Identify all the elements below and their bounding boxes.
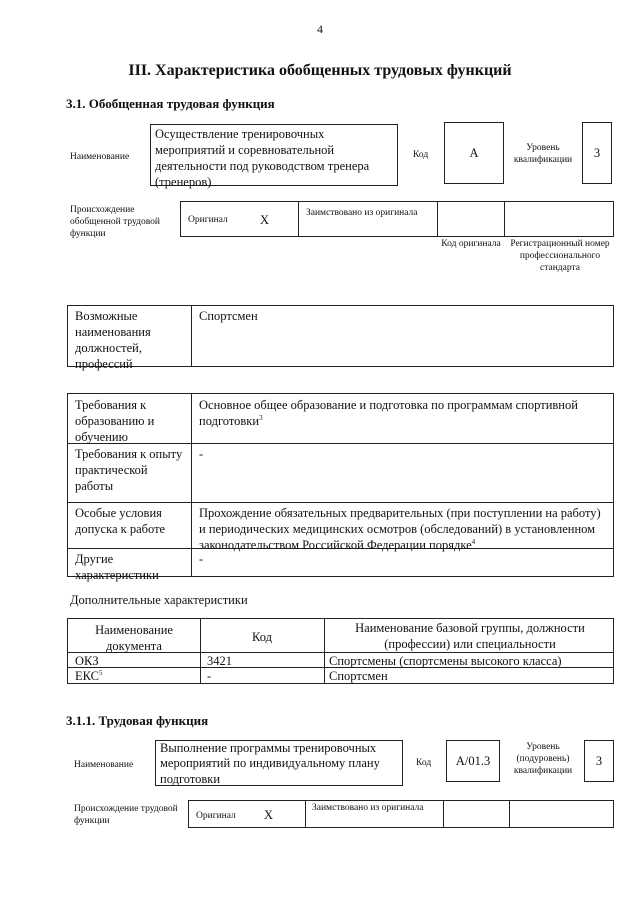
gtf-orig-code-caption: Код оригинала	[441, 239, 501, 249]
additional-row-okz-name: Спортсмены (спортсмены высокого класса)	[329, 654, 562, 668]
req-other-label: Другие характеристики	[75, 552, 159, 582]
additional-header-name: Наименование базовой группы, должности (профессии) или специальности	[355, 621, 585, 651]
tf-name-label: Наименование	[74, 760, 134, 770]
req-education-note: 3	[259, 413, 263, 422]
additional-row-eks-doc	[72, 667, 106, 685]
gtf-reg-number-caption: Регистрационный номер профессионального стандарта	[510, 239, 610, 273]
gtf-name-box	[150, 124, 398, 189]
req-experience-value: -	[199, 447, 204, 461]
positions-table	[67, 305, 614, 371]
tf-origin-label: Происхождение трудовой функции	[74, 804, 178, 826]
gtf-borrowed-label: Заимствовано из оригинала	[306, 208, 418, 218]
tf-original-label: Оригинал	[196, 811, 236, 821]
additional-row-okz-doc: ОКЗ	[75, 654, 99, 668]
req-special-note: 4	[471, 537, 476, 546]
tf-heading: 3.1.1. Трудовая функция	[66, 713, 209, 728]
additional-header-doc: Наименование документа	[95, 623, 173, 653]
additional-row-okz-code: 3421	[207, 654, 232, 668]
requirements-table	[67, 393, 614, 582]
req-education-text: Основное общее образование и подготовка по программам спортивной подготовки	[199, 398, 578, 428]
tf-name-value: Выполнение программы тренировочных мероприятий по индивидуальному плану подготовки	[160, 741, 380, 786]
req-special-value	[196, 504, 612, 554]
tf-code-label: Код	[416, 758, 432, 768]
tf-level-label: Уровень (подуровень) квалификации	[513, 742, 573, 776]
tf-original-mark: X	[264, 808, 274, 822]
tf-name-box	[155, 740, 403, 786]
gtf-name-value: Осуществление тренировочных мероприятий и соревновательной деятельности под руководством тренера (тренеров)	[155, 127, 370, 189]
req-special-text: Прохождение обязательных предварительных (при поступлении на работу) и периодических медицинских осмотров (обследований) в установленном законодательством Российской Федерации порядке	[199, 506, 601, 552]
additional-row-eks-name: Спортсмен	[329, 669, 388, 683]
tf-code-value: А/01.3	[455, 754, 491, 768]
additional-header-code: Код	[252, 630, 272, 644]
req-special-label: Особые условия допуска к работе	[75, 506, 166, 536]
additional-title: Дополнительные характеристики	[70, 593, 248, 607]
gtf-original-mark: X	[260, 213, 270, 227]
gtf-code-label: Код	[413, 150, 429, 160]
tf-origin-table	[188, 800, 614, 828]
tf-borrowed-label: Заимствовано из оригинала	[312, 803, 424, 813]
req-education-label: Требования к образованию и обучению	[75, 398, 155, 444]
tf-level-value: 3	[595, 754, 603, 768]
req-experience-label: Требования к опыту практической работы	[75, 447, 183, 493]
additional-row-eks-code: -	[207, 669, 212, 683]
req-other-value: -	[199, 552, 204, 566]
gtf-code-box	[444, 122, 504, 184]
gtf-origin-table	[180, 201, 614, 237]
section-title: III. Характеристика обобщенных трудовых функций	[128, 62, 512, 79]
gtf-level-label: Уровень квалификации	[513, 143, 573, 165]
tf-level-box	[584, 740, 614, 782]
additional-row-eks-doc-text: ЕКС	[75, 669, 99, 683]
gtf-code-value: А	[469, 146, 479, 160]
gtf-original-label: Оригинал	[188, 215, 228, 225]
positions-label: Возможные наименования должностей, профессий	[75, 309, 151, 371]
additional-table	[67, 618, 614, 684]
gtf-name-label: Наименование	[70, 152, 130, 162]
positions-value: Спортсмен	[199, 309, 258, 323]
page-number: 4	[317, 22, 323, 36]
gtf-level-value: 3	[593, 146, 601, 160]
gtf-origin-label: Происхождение обобщенной трудовой функции	[70, 205, 160, 239]
req-education-value	[196, 396, 610, 430]
tf-code-box	[446, 740, 500, 782]
gtf-heading: 3.1. Обобщенная трудовая функция	[66, 96, 275, 111]
gtf-level-box	[582, 122, 612, 184]
additional-row-eks-note: 5	[99, 668, 103, 677]
